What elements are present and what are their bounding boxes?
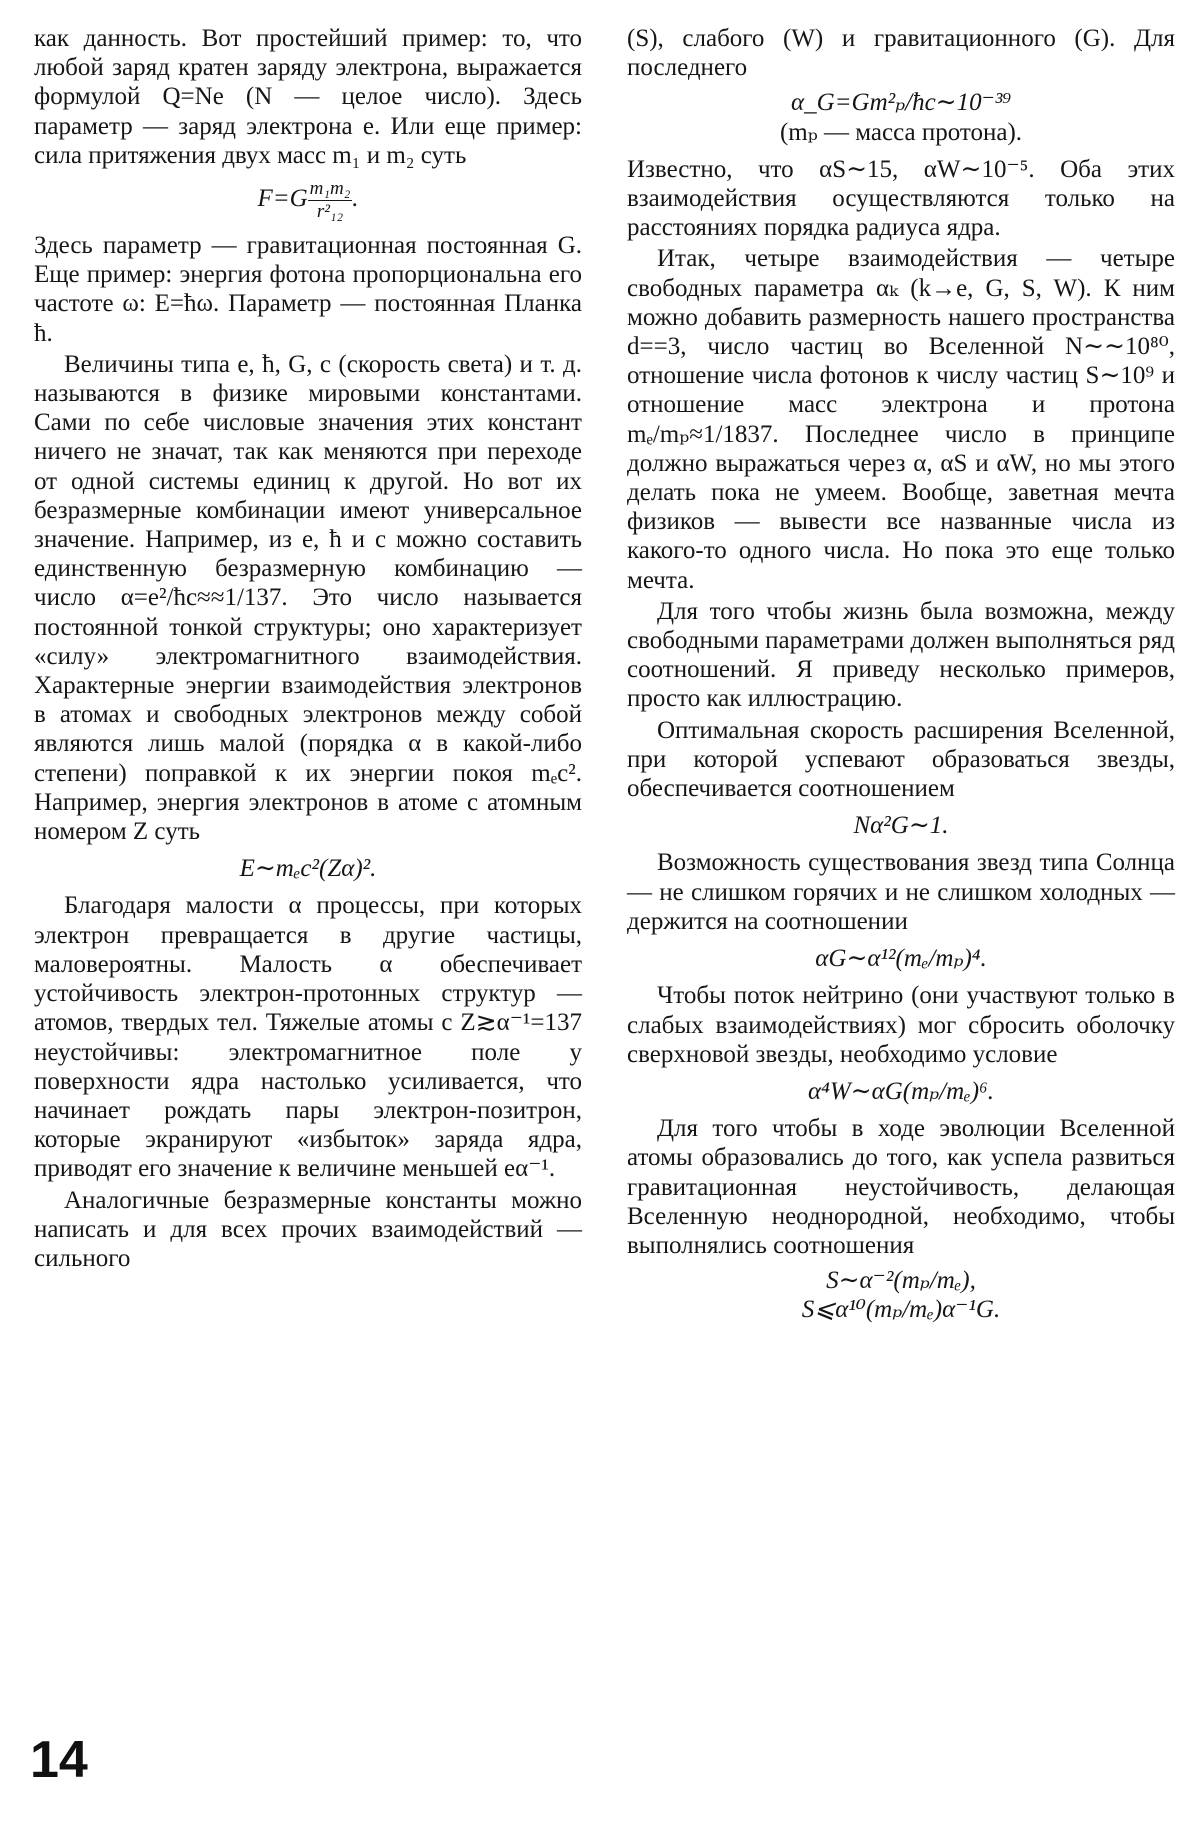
paragraph: Благодаря малости α процессы, при которых электрон превращается в другие частицы, маловероятны. Малость α обеспечивает устойчивость электрон-протонных структур — атомов, твердых тел. Тяжелые атомы с Z≳α⁻¹=137 неустойчивы: электромагнитное поле у поверхности ядра настолько усиливается, что начинает рождать пары электрон-позитрон, которые экранируют «избыток» заряда ядра, приводят его значение к величине меньшей eα⁻¹. — [34, 892, 582, 1183]
paragraph: Известно, что αS∼15, αW∼10⁻⁵. Оба этих взаимодействия осуществляются только на расстояниях порядка радиуса ядра. — [627, 155, 1175, 242]
paragraph: Здесь параметр — гравитационная постоянная G. Еще пример: энергия фотона пропорциональна его частоте ω: E=ħω. Параметр — постоянная Планка ħ. — [34, 232, 582, 347]
paragraph: Итак, четыре взаимодействия — четыре свободных параметра αₖ (k→e, G, S, W). К ним можно добавить размерность нашего пространства d==3, число частиц во Вселенной N∼∼10⁸⁰, отношение числа фотонов к числу частиц S∼10⁹ и отношение масс электрона и протона mₑ/mₚ≈1/1837. Последнее число в принципе должно выражаться через α, αS и αW, но мы этого делать пока не умеем. Вообще, заветная мечта физиков — вывести все названные числа из какого-то одного числа. Но пока это еще только мечта. — [627, 245, 1175, 594]
formula-denominator: r²₁₂ — [316, 201, 344, 223]
formula-alpha-g — [627, 88, 1175, 146]
formula-stars: αG∼α¹²(mₑ/mₚ)⁴. — [815, 945, 987, 973]
formula-lhs: F=G — [257, 185, 308, 213]
formula-energy: E∼mₑc²(Zα)². — [239, 855, 377, 883]
right-column — [627, 24, 1175, 1333]
paragraph: как данность. Вот простейший пример: то, что любой заряд кратен заряду электрона, выражается формулой Q=Ne (N — целое число). Здесь параметр — заряд электрона e. Или еще пример: сила притяжения двух масс m₁ и m₂ суть — [34, 25, 582, 169]
formula-neutrino: α⁴W∼αG(mₚ/mₑ)⁶. — [808, 1077, 994, 1105]
formula-end: . — [352, 185, 359, 213]
formula-numerator: m₁m₂ — [309, 178, 351, 200]
formula-line: S⩽α¹⁰(mₚ/mₑ)α⁻¹G. — [801, 1296, 1001, 1324]
paragraph: Для того чтобы жизнь была возможна, между свободными параметрами должен выполняться ряд соотношений. Я приведу несколько примеров, просто как иллюстрацию. — [627, 597, 1175, 713]
paragraph: (S), слабого (W) и гравитационного (G). Для последнего — [627, 25, 1175, 82]
formula-fraction — [308, 178, 353, 223]
paragraph: Аналогичные безразмерные константы можно написать и для всех прочих взаимодействий — сильного — [34, 1186, 582, 1272]
page-number: 14 — [30, 1731, 88, 1789]
formula-line: S∼α⁻²(mₚ/mₑ), — [826, 1267, 976, 1295]
formula-atoms — [627, 1266, 1175, 1324]
formula-expansion: Nα²G∼1. — [853, 812, 949, 840]
paragraph: Величины типа e, ħ, G, c (скорость света) и т. д. называются в физике мировыми константами. Сами по себе числовые значения этих констант ничего не значат, так как меняются при переходе от одной системы единиц к другой. Но вот их безразмерные комбинации имеют универсальное значение. Например, из e, ħ и c можно составить единственную безразмерную комбинацию — число α=e²/ħc≈≈1/137. Это число называется постоянной тонкой структуры; оно характеризует «силу» электромагнитного взаимодействия. Характерные энергии взаимодействия электронов в атомах и свободных электронов между собой являются лишь малой (порядка α в какой-либо степени) поправкой к их энергии покоя mₑc². Например, энергия электронов в атоме с атомным номером Z суть — [34, 350, 582, 846]
paragraph: Возможность существования звезд типа Солнца — не слишком горячих и не слишком холодных — держится на соотношении — [627, 849, 1175, 935]
formula-line: α_G=Gm²ₚ/ħc∼10⁻³⁹ — [790, 89, 1012, 117]
formula-note: (mₚ — масса протона). — [779, 118, 1023, 146]
left-column — [34, 24, 582, 1273]
paragraph: Оптимальная скорость расширения Вселенной, при которой успевают образоваться звезды, обеспечивается соотношением — [627, 716, 1175, 803]
paragraph: Чтобы поток нейтрино (они участвуют только в слабых взаимодействиях) мог сбросить оболочку сверхновой звезды, необходимо условие — [627, 982, 1175, 1068]
formula-gravity — [34, 178, 582, 223]
paragraph: Для того чтобы в ходе эволюции Вселенной атомы образовались до того, как успела развиться гравитационная неустойчивость, делающая Вселенную неоднородной, необходимо, чтобы выполнялись соотношения — [627, 1115, 1175, 1259]
